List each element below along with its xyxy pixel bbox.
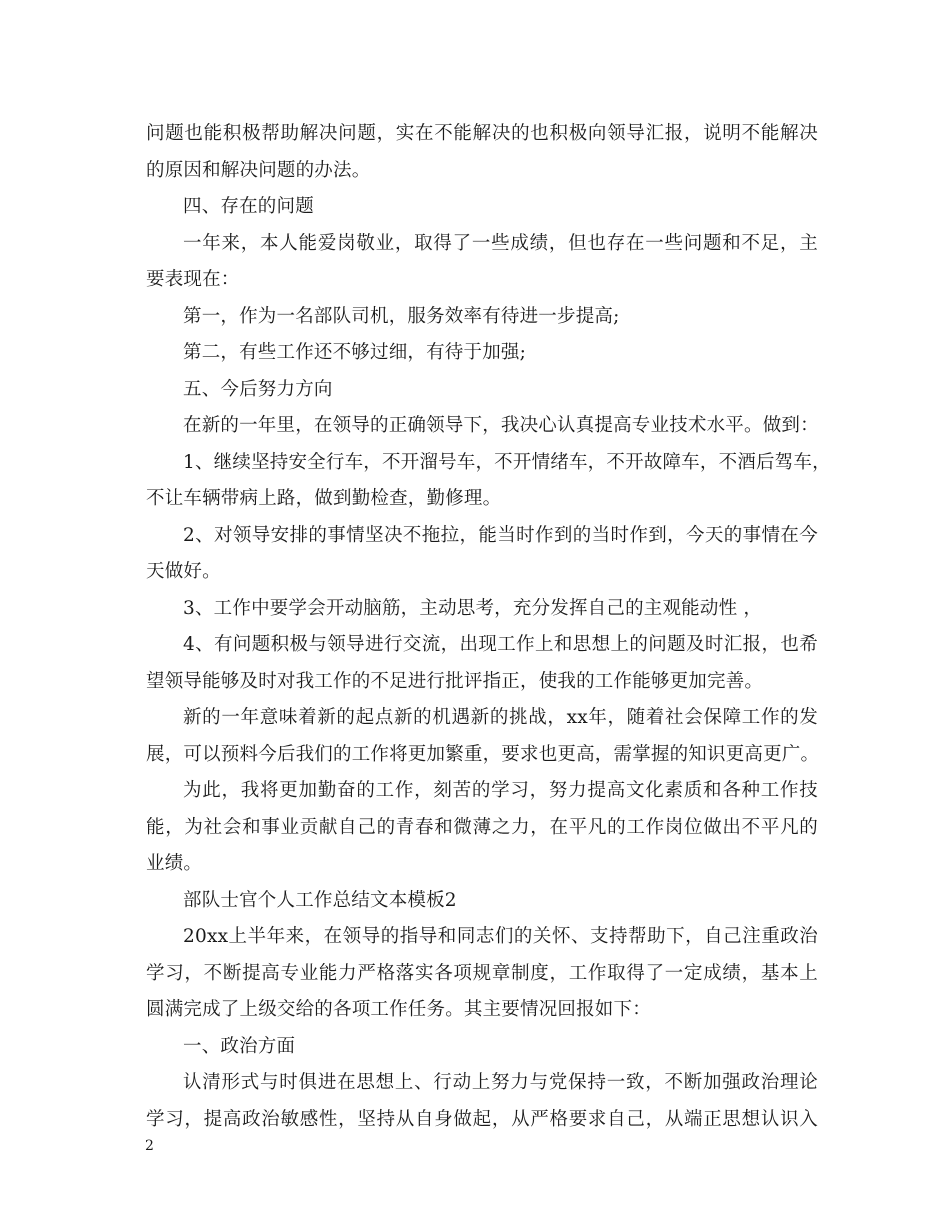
text-line: 五、今后努力方向	[183, 378, 333, 400]
text-line: 一、政治方面	[183, 1035, 296, 1057]
text-line: 学习，提高政治敏感性，坚持从自身做起，从严格要求自己，从端正思想认识入	[146, 1108, 818, 1130]
text-line: 20xx上半年来，在领导的指导和同志们的关怀、支持帮助下，自己注重政治	[183, 926, 818, 947]
text-line: 要表现在：	[146, 269, 240, 290]
text-line: 4、有问题积极与领导进行交流，出现工作上和思想上的问题及时汇报，也希	[183, 634, 818, 655]
text-line: 2、对领导安排的事情坚决不拖拉，能当时作到的当时作到，今天的事情在今	[183, 524, 818, 546]
text-line: 圆满完成了上级交给的各项工作任务。其主要情况回报如下：	[146, 999, 651, 1020]
text-line: 认清形式与时俱进在思想上、行动上努力与党保持一致，不断加强政治理论	[183, 1072, 818, 1093]
text-line: 望领导能够及时对我工作的不足进行批评指正，使我的工作能够更加完善。	[146, 670, 764, 692]
text-line: 一年来，本人能爱岗敬业，取得了一些成绩，但也存在一些问题和不足，主	[183, 232, 818, 254]
text-line: 在新的一年里，在领导的正确领导下，我决心认真提高专业技术水平。做到：	[183, 415, 819, 436]
page-number: 2	[145, 1138, 154, 1154]
text-line: 新的一年意味着新的起点新的机遇新的挑战，xx年，随着社会保障工作的发	[183, 707, 818, 728]
text-line: 能，为社会和事业贡献自己的青春和微薄之力，在平凡的工作岗位做出不平凡的	[146, 816, 818, 838]
text-line: 天做好。	[146, 561, 221, 582]
text-line: 不让车辆带病上路，做到勤检查，勤修理。	[146, 488, 502, 509]
text-line: 1、继续坚持安全行车，不开溜号车，不开情绪车，不开故障车，不酒后驾车，	[183, 451, 831, 473]
text-line: 的原因和解决问题的办法。	[146, 159, 371, 181]
text-line: 展，可以预料今后我们的工作将更加繁重，要求也更高，需掌握的知识更高更广。	[146, 743, 820, 765]
text-line: 学习，不断提高专业能力严格落实各项规章制度，工作取得了一定成绩，基本上	[146, 962, 818, 984]
text-line: 四、存在的问题	[183, 196, 314, 217]
text-line: 部队士官个人工作总结文本模板2	[183, 889, 457, 911]
text-line: 业绩。	[146, 853, 203, 874]
text-line: 第二，有些工作还不够过细，有待于加强;	[183, 342, 527, 363]
text-line: 为此，我将更加勤奋的工作，刻苦的学习，努力提高文化素质和各种工作技	[183, 780, 818, 801]
text-line: 问题也能积极帮助解决问题，实在不能解决的也积极向领导汇报，说明不能解决	[146, 123, 818, 144]
document-body	[146, 116, 831, 1138]
text-line: 第一，作为一名部队司机，服务效率有待进一步提高;	[183, 305, 620, 327]
text-line: 3、工作中要学会开动脑筋，主动思考，充分发挥自己的主观能动性 ，	[183, 597, 763, 619]
